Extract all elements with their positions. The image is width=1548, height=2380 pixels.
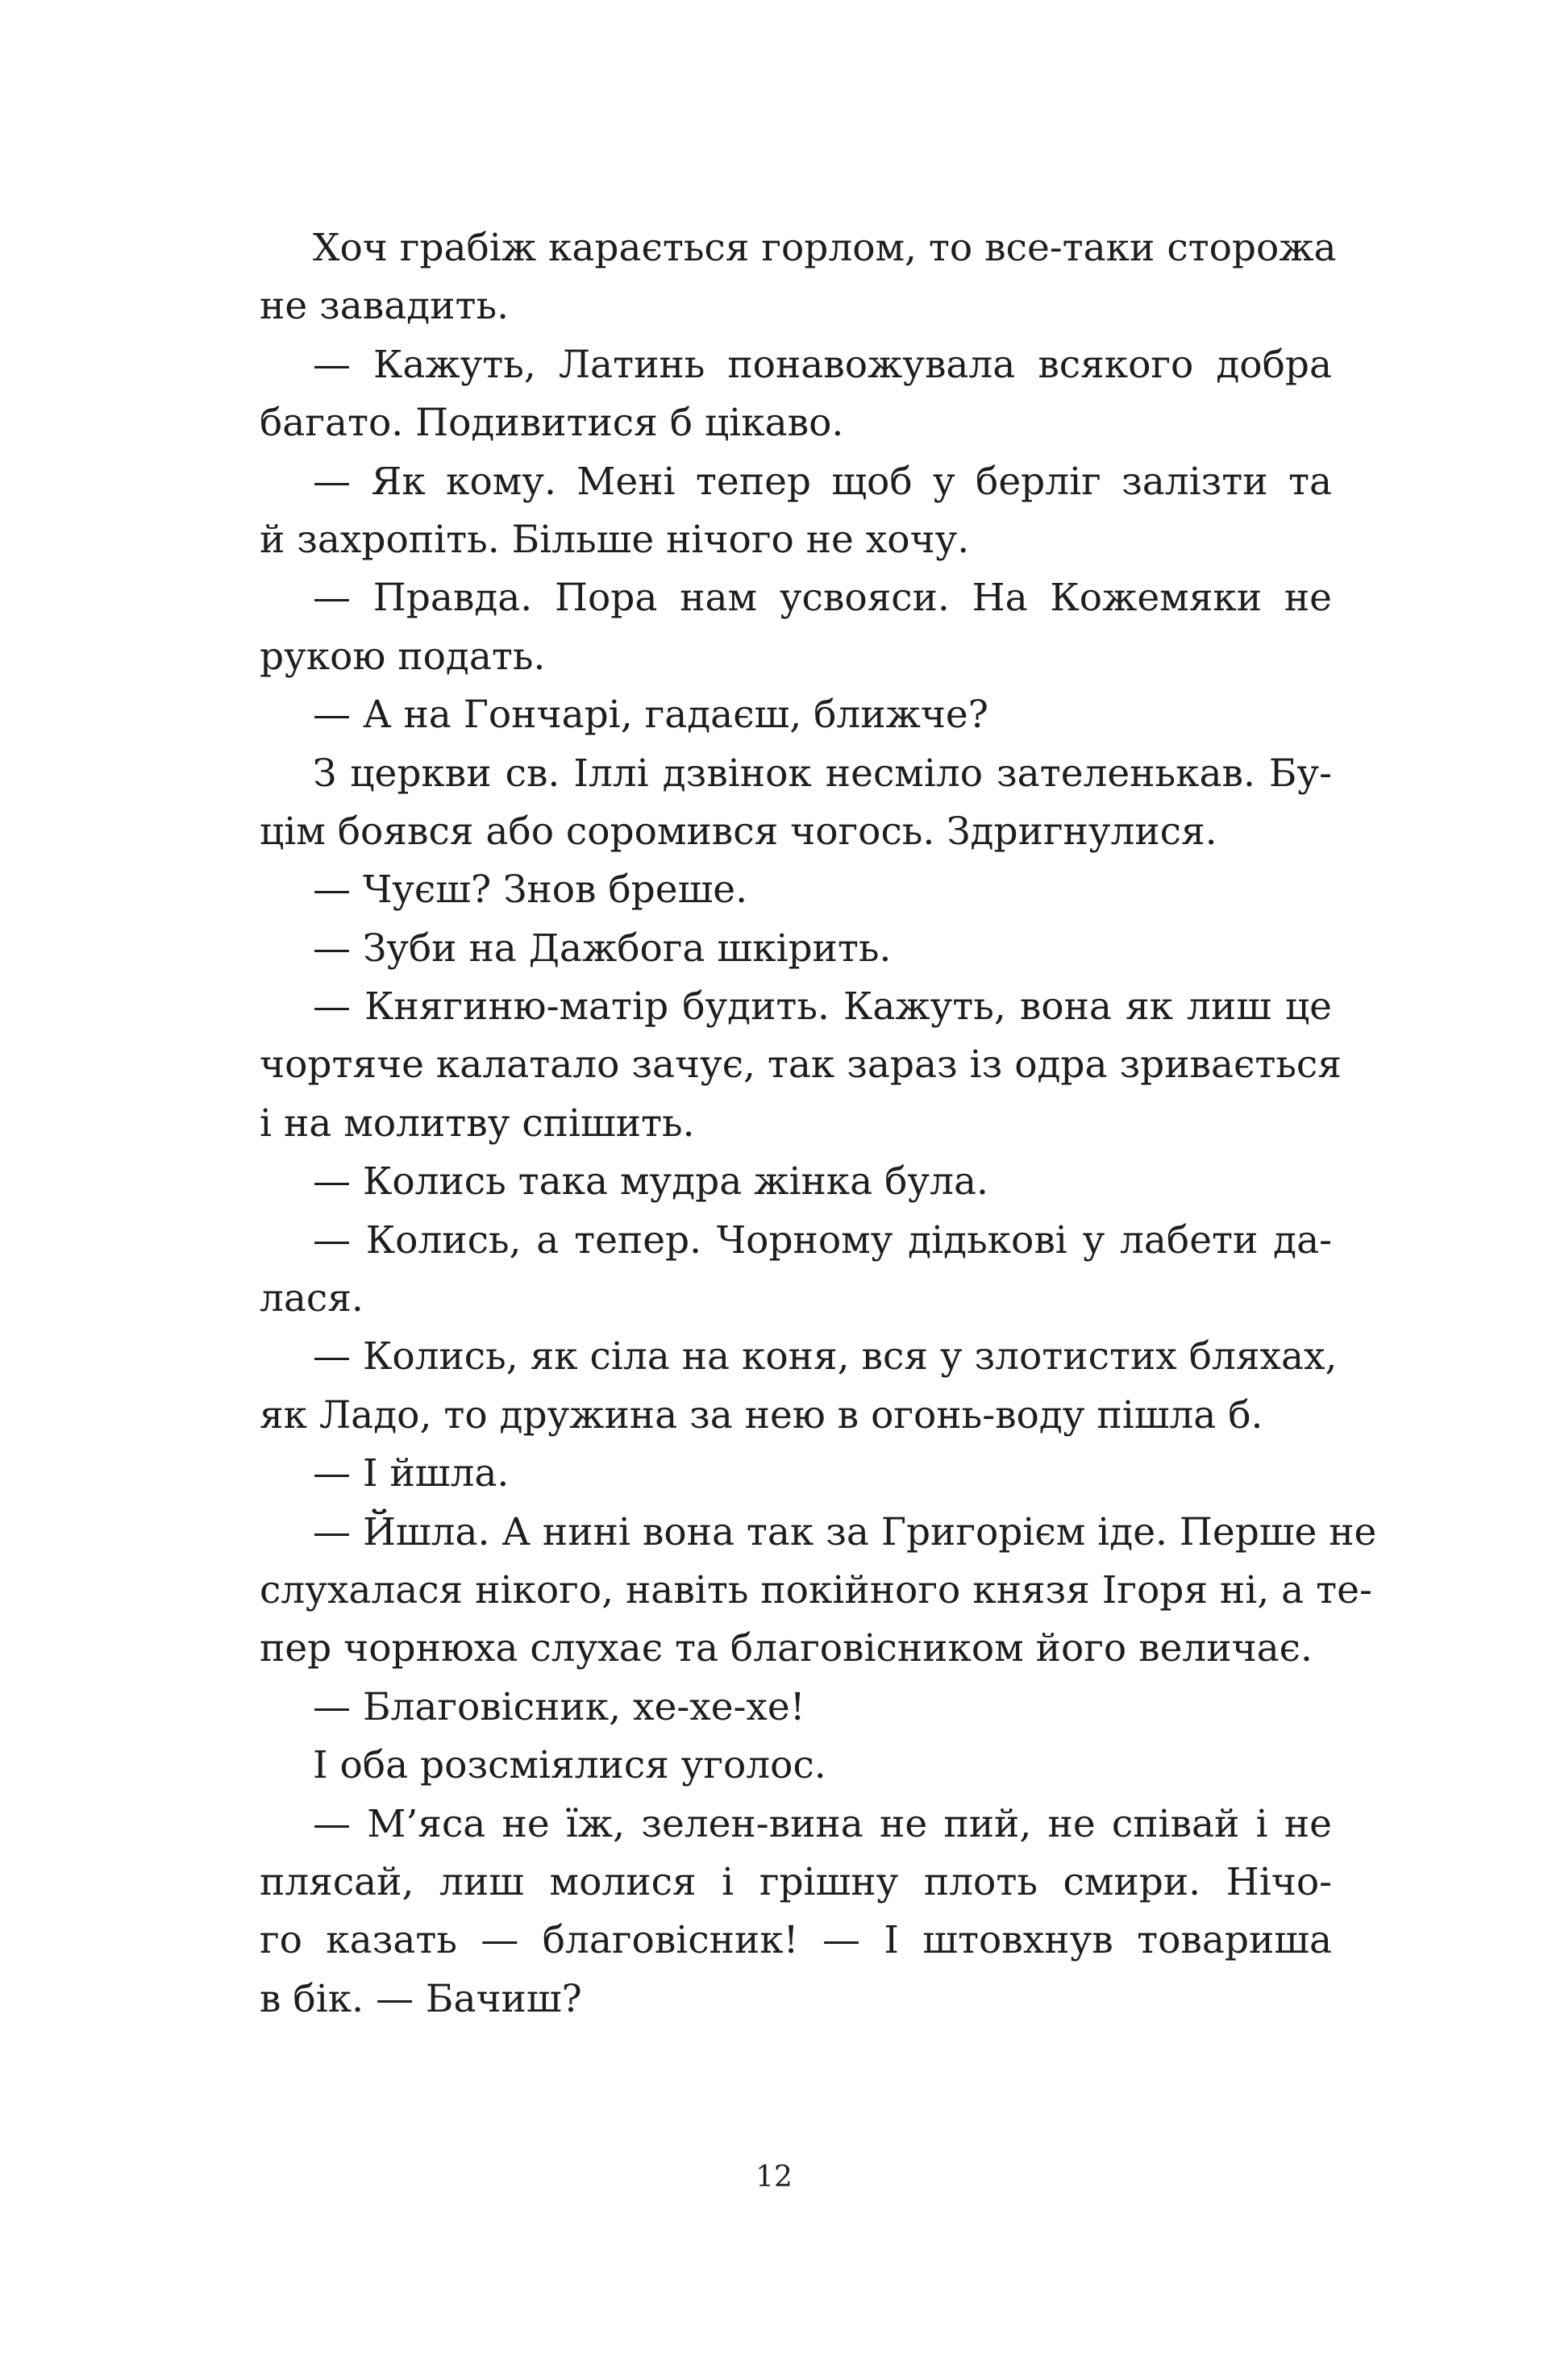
text-line: — Колись така мудра жінка була. — [313, 1159, 988, 1205]
text-line: чортяче калатало зачує, так зараз із одра зривається — [260, 1042, 1342, 1088]
text-line: — І йшла. — [313, 1451, 510, 1496]
text-line: як Ладо, то дружина за нею в огонь-воду пішла б. — [260, 1392, 1263, 1438]
text-line: в бік. — Бачиш? — [260, 1976, 582, 2021]
text-line: слухалася нікого, навіть покійного князя Ігоря ні, а те- — [260, 1567, 1372, 1612]
text-line: — Княгиню-матір будить. Кажуть, вона як лиш це — [313, 984, 1332, 1030]
text-line: плясай, лиш молися і грішну плоть смири. Нічо- — [260, 1859, 1332, 1904]
text-line: — Зуби на Дажбога шкірить. — [313, 926, 892, 971]
text-line: — М’яса не їж, зелен-вина не пий, не співай і не — [313, 1801, 1332, 1846]
text-line: З церкви св. Іллі дзвінок несміло зателенькав. Бу- — [313, 751, 1332, 796]
text-line: не завадить. — [260, 284, 510, 329]
text-line: і на молитву спішить. — [260, 1101, 695, 1146]
text-line: — Кажуть, Латинь понавожувала всякого добра — [313, 342, 1332, 387]
text-line: — А на Гончарі, гадаєш, ближче? — [313, 693, 988, 738]
text-line: пер чорнюха слухає та благовісником його величає. — [260, 1626, 1313, 1671]
body-text — [260, 219, 1377, 2028]
text-line: — Правда. Пора нам усвояси. На Кожемяки не — [313, 576, 1332, 621]
text-line: — Чуєш? Знов бреше. — [313, 868, 748, 913]
text-line: — Благовісник, хе-хе-хе! — [313, 1684, 805, 1729]
text-line: І оба розсміялися уголос. — [313, 1743, 826, 1788]
text-line: лася. — [260, 1276, 364, 1321]
text-line: го казать — благовісник! — І штовхнув товариша — [260, 1918, 1332, 1963]
text-line: Хоч грабіж карається горлом, то все-таки сторожа — [313, 226, 1337, 270]
text-line: й захропіть. Більше нічого не хочу. — [260, 517, 970, 562]
text-line: цім боявся або соромився чогось. Здригнулися. — [260, 809, 1217, 854]
text-line: — Як кому. Мені тепер щоб у берліг залізти та — [313, 459, 1332, 504]
text-line: багато. Подивитися б цікаво. — [260, 401, 844, 446]
text-line: — Йшла. А нині вона так за Григорієм іде. Перше не — [313, 1509, 1377, 1554]
text-line: — Колись, як сіла на коня, вся у злотистих бляхах, — [313, 1334, 1338, 1379]
page-number: 12 — [755, 2161, 793, 2194]
text-line: — Колись, а тепер. Чорному дідькові у лабети да- — [313, 1217, 1332, 1263]
text-line: рукою подать. — [260, 634, 546, 679]
